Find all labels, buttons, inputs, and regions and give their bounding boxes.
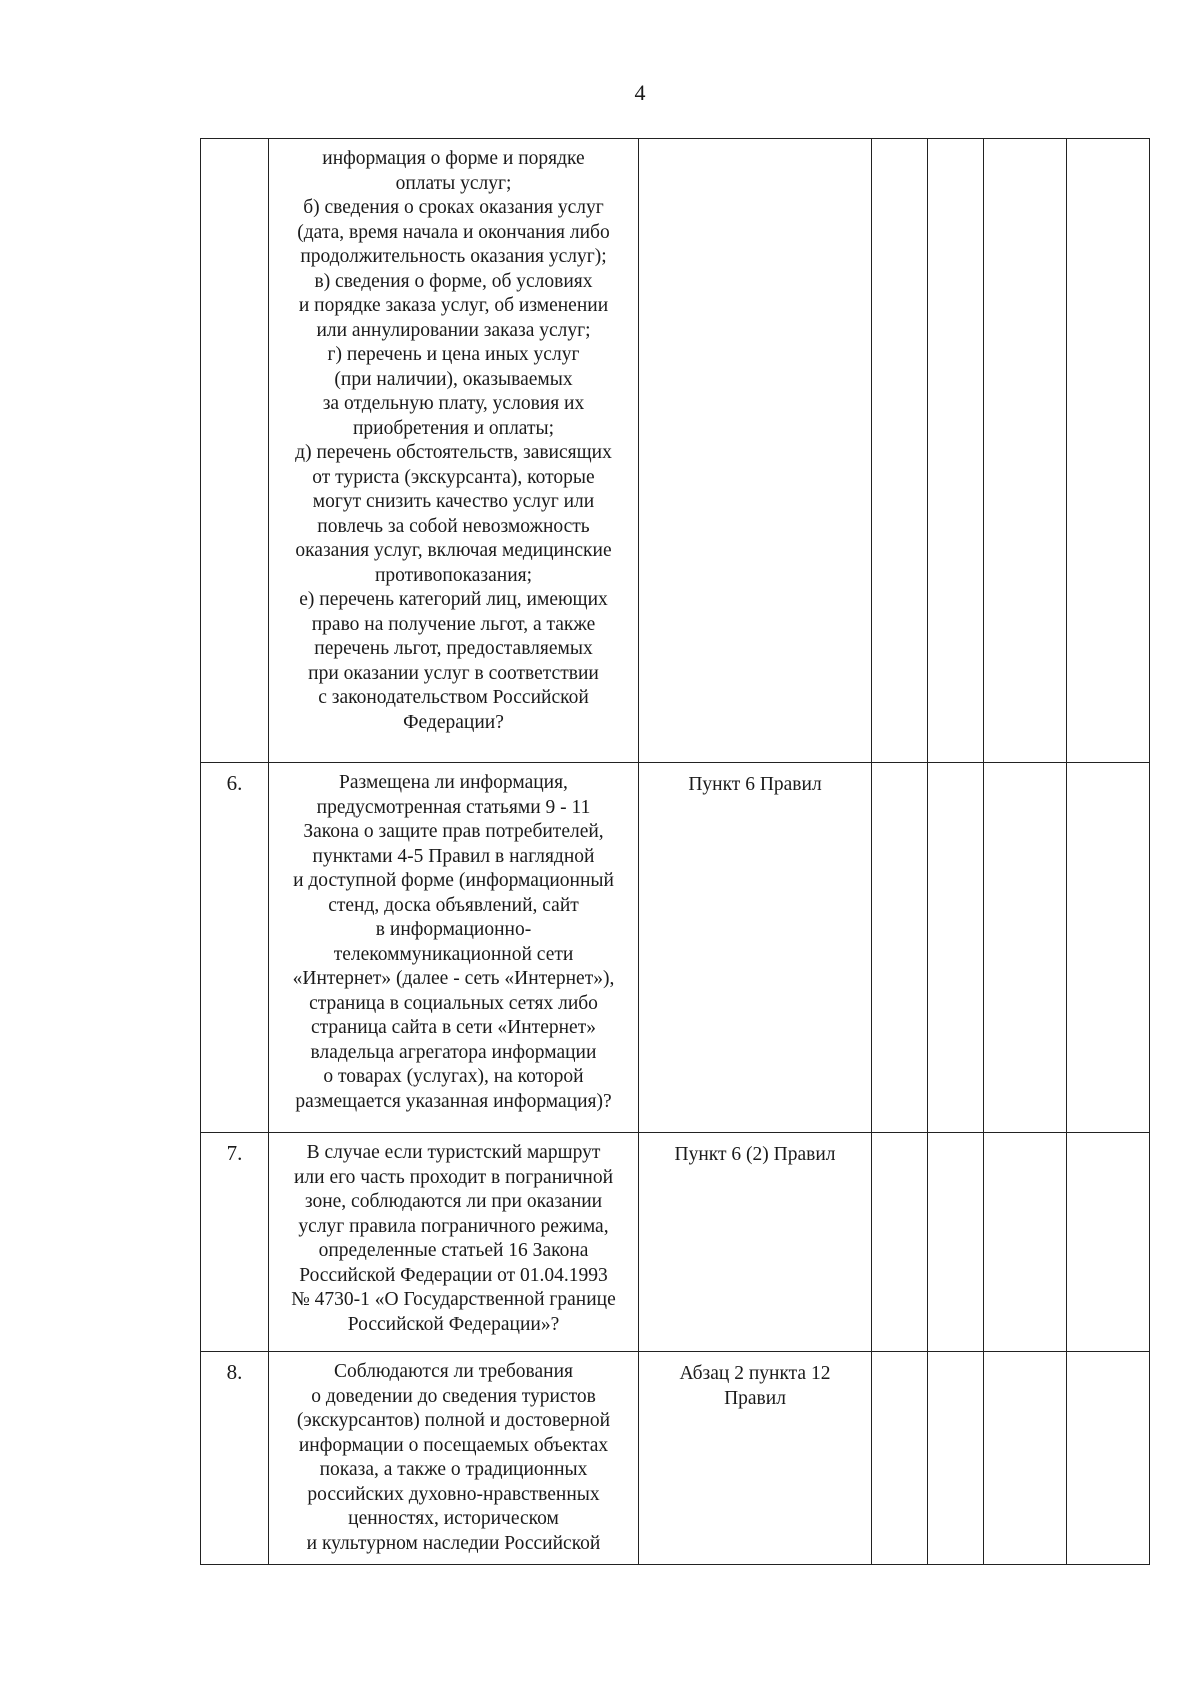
note-cell xyxy=(1066,1352,1150,1565)
answer-no-cell xyxy=(927,139,983,763)
answer-no-cell xyxy=(927,1133,983,1352)
legal-reference: Пункт 6 Правил xyxy=(638,763,871,1133)
row-number: 7. xyxy=(200,1133,268,1352)
question-text: информация о форме и порядке оплаты услуг; б) сведения о сроках оказания услуг (дата, время начала и окончания либо продолжительность оказания услуг); в) сведения о форме, об условиях и порядке заказа услуг, об изменении или аннулировании заказа услуг; г) перечень и цена иных услуг (при наличии), оказываемых за отдельную плату, условия их приобретения и оплаты; д) перечень обстоятельств, зависящих от туриста (экскурсанта), которые могут снизить качество услуг или повлечь за собой невозможность оказания услуг, включая медицинские противопоказания; е) перечень категорий лиц, имеющих право на получение льгот, а также перечень льгот, предоставляемых при оказании услуг в соответствии с законодательством Российской Федерации? xyxy=(268,139,638,763)
row-number: 8. xyxy=(200,1352,268,1565)
answer-no-cell xyxy=(927,763,983,1133)
answer-na-cell xyxy=(983,1352,1066,1565)
legal-reference: Абзац 2 пункта 12 Правил xyxy=(638,1352,871,1565)
answer-yes-cell xyxy=(871,1352,927,1565)
question-text: Соблюдаются ли требования о доведении до сведения туристов (экскурсантов) полной и достоверной информации о посещаемых объектах показа, а также о традиционных российских духовно-нравственных ценностях, историческом и культурном наследии Российской xyxy=(268,1352,638,1565)
answer-no-cell xyxy=(927,1352,983,1565)
answer-na-cell xyxy=(983,1133,1066,1352)
note-cell xyxy=(1066,1133,1150,1352)
note-cell xyxy=(1066,139,1150,763)
note-cell xyxy=(1066,763,1150,1133)
table-row xyxy=(200,1132,1150,1352)
table-row xyxy=(200,138,1150,763)
question-text: В случае если туристский маршрут или его часть проходит в пограничной зоне, соблюдаются ли при оказании услуг правила пограничного режима, определенные статьей 16 Закона Российской Федерации от 01.04.1993 № 4730-1 «О Государственной границе Российской Федерации»? xyxy=(268,1133,638,1352)
legal-reference xyxy=(638,139,871,763)
answer-na-cell xyxy=(983,139,1066,763)
page-number: 4 xyxy=(634,80,646,105)
row-number xyxy=(200,139,268,763)
question-text: Размещена ли информация, предусмотренная статьями 9 - 11 Закона о защите прав потребителей, пунктами 4-5 Правил в наглядной и доступной форме (информационный стенд, доска объявлений, сайт в информационно- телекоммуникационной сети «Интернет» (далее - сеть «Интернет»), страница в социальных сетях либо страница сайта в сети «Интернет» владельца агрегатора информации о товарах (услугах), на которой размещается указанная информация)? xyxy=(268,763,638,1133)
legal-reference: Пункт 6 (2) Правил xyxy=(638,1133,871,1352)
row-number: 6. xyxy=(200,763,268,1133)
table-row xyxy=(200,762,1150,1133)
answer-na-cell xyxy=(983,763,1066,1133)
table-bottom-border xyxy=(200,1564,1150,1565)
answer-yes-cell xyxy=(871,763,927,1133)
answer-yes-cell xyxy=(871,139,927,763)
table-row xyxy=(200,1351,1150,1565)
answer-yes-cell xyxy=(871,1133,927,1352)
